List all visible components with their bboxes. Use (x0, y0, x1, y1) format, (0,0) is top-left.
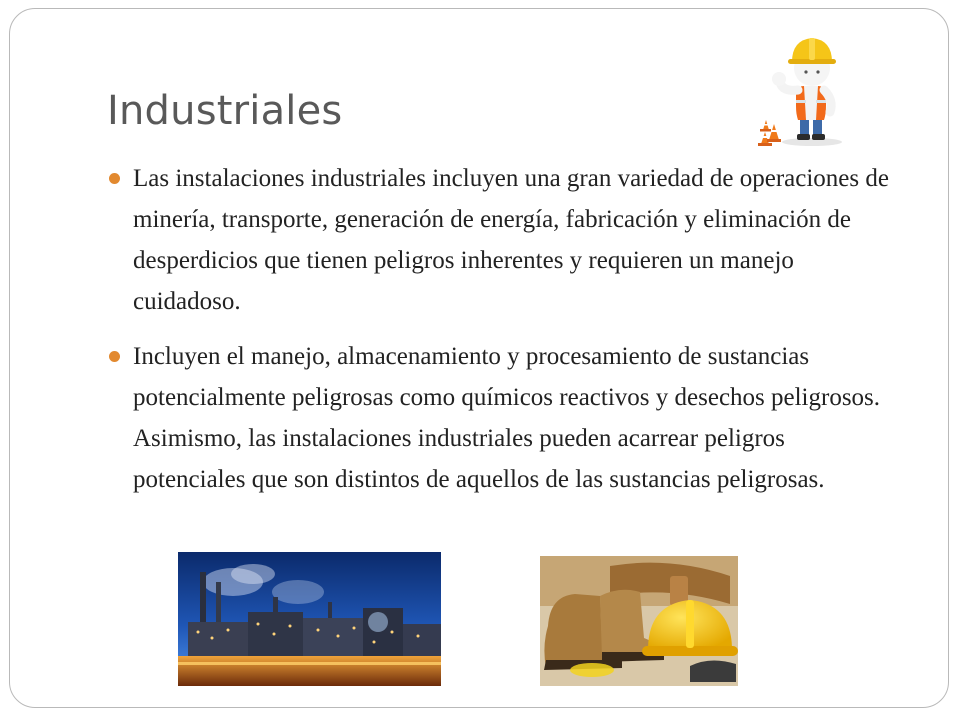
bullet-text: Incluyen el manejo, almacenamiento y procesamiento de sustancias potencialmente peligrosas como químicos reactivos y desechos peligrosos. Asimismo, las instalaciones industriales pueden acarrear peligros potenciales que son distintos de aquellos de las sustancias peligrosas. (133, 343, 881, 493)
construction-worker-illustration (712, 26, 852, 148)
bullet-dot-icon (109, 173, 120, 184)
industrial-plant-photo (178, 552, 441, 686)
bullet-dot-icon (109, 351, 120, 362)
slide-title: Industriales (107, 88, 343, 134)
bullet-item (106, 336, 896, 500)
bullet-list (106, 158, 896, 514)
bullet-text: Las instalaciones industriales incluyen una gran variedad de operaciones de minería, transporte, generación de energía, fabricación y eliminación de desperdicios que tienen peligros inherentes y requieren un manejo cuidadoso. (133, 165, 889, 315)
bullet-item (106, 158, 896, 322)
safety-gear-photo (540, 556, 738, 686)
